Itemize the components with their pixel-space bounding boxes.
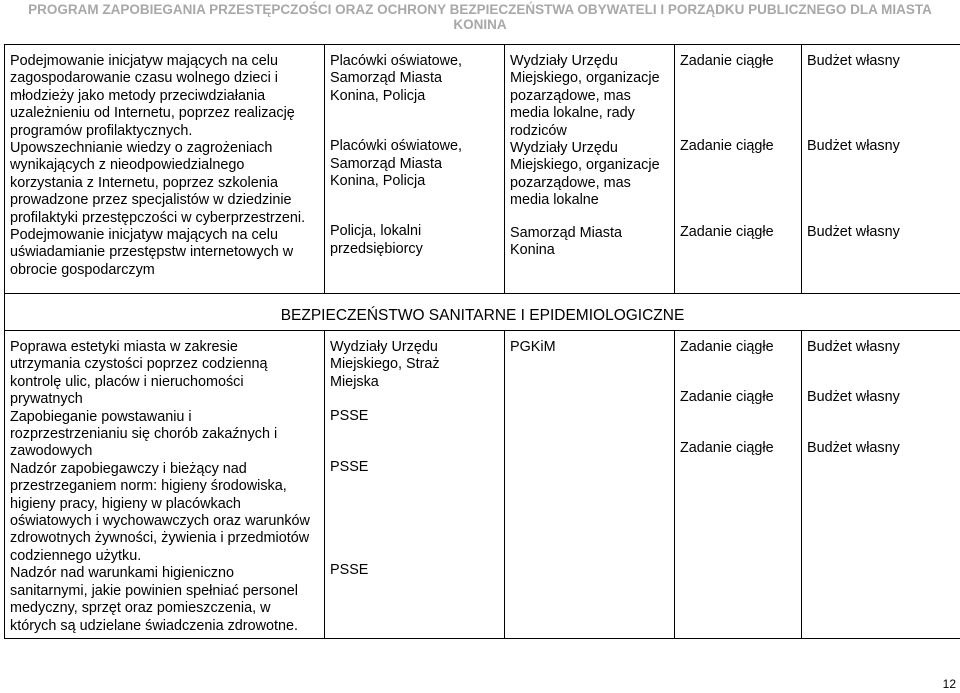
document-header	[0, 0, 960, 32]
partners-cell	[505, 45, 675, 294]
partner-entity: PGKiM	[510, 339, 556, 355]
task-description: Podejmowanie inicjatyw mających na celu zagospodarowanie czasu wolnego dzieci i młodzieży jako metody przeciwdziałania uzależnieniu od Internetu, poprzez realizację programów profilaktycznych.	[10, 53, 295, 139]
timeline-cell	[675, 45, 802, 294]
partners-cell	[505, 331, 675, 639]
task-description: Podejmowanie inicjatyw mających na celu uświadamianie przestępstw internetowych w obrocie gospodarczym	[10, 227, 294, 278]
funding-cell	[802, 331, 960, 639]
timeline-value: Zadanie ciągłe	[680, 339, 774, 355]
task-description: Poprawa estetyki miasta w zakresie utrzymania czystości poprzez codzienną kontrolę ulic, placów i nieruchomości prywatnych	[10, 339, 268, 408]
timeline-value: Zadanie ciągłe	[680, 439, 774, 456]
funding-cell	[802, 45, 960, 294]
responsible-entity: Placówki oświatowe, Samorząd Miasta Konina, Policja	[330, 138, 462, 190]
responsible-entity: PSSE	[330, 408, 369, 425]
responsible-entity: Wydziały Urzędu Miejskiego, Straż Miejska	[330, 339, 440, 390]
task-description-cell	[5, 45, 325, 294]
table-row	[5, 45, 960, 294]
timeline-value: Zadanie ciągłe	[680, 53, 774, 69]
task-description: Nadzór zapobiegawczy i bieżący nad przestrzeganiem norm: higieny środowiska, higieny pracy, higieny w placówkach oświatowych i wychowawczych oraz warunków zdrowotnych żywności, żywienia i przedmiotów codziennego użytku.	[10, 460, 310, 564]
partner-entity: Samorząd Miasta Konina	[510, 224, 622, 259]
responsible-entity: PSSE	[330, 458, 369, 475]
task-description: Zapobieganie powstawaniu i rozprzestrzenianiu się chorób zakaźnych i zawodowych	[10, 408, 278, 460]
timeline-value: Zadanie ciągłe	[680, 389, 774, 406]
section-title: BEZPIECZEŃSTWO SANITARNE I EPIDEMIOLOGICZNE	[5, 294, 960, 331]
header-line-2: KONINA	[453, 17, 507, 32]
timeline-cell	[675, 331, 802, 639]
timeline-value: Zadanie ciągłe	[680, 223, 774, 240]
responsible-cell	[325, 331, 505, 639]
funding-value: Budżet własny	[807, 439, 900, 456]
task-description: Nadzór nad warunkami higieniczno sanitarnymi, jakie powinien spełniać personel medyczny, sprzęt oraz pomieszczenia, w których są udzielane świadczenia zdrowotne.	[10, 565, 298, 634]
funding-value: Budżet własny	[807, 389, 900, 406]
task-description: Upowszechnianie wiedzy o zagrożeniach wynikających z nieodpowiedzialnego korzystania z Internetu, poprzez szkolenia prowadzone przez specjalistów w dziedzinie profilaktyki przestępczości w cyberprzestrzeni.	[10, 140, 306, 226]
table-row	[5, 331, 960, 639]
funding-value: Budżet własny	[807, 53, 900, 69]
task-description-cell	[5, 331, 325, 639]
funding-value: Budżet własny	[807, 138, 900, 155]
responsible-cell	[325, 45, 505, 294]
partner-entity: Wydziały Urzędu Miejskiego, organizacje pozarządowe, mas media lokalne	[510, 140, 660, 209]
header-line-1: PROGRAM ZAPOBIEGANIA PRZESTĘPCZOŚCI ORAZ OCHRONY BEZPIECZEŃSTWA OBYWATELI I PORZĄDKU PUBLICZNEGO DLA MIASTA	[28, 2, 932, 17]
page-number: 12	[942, 677, 956, 691]
funding-value: Budżet własny	[807, 339, 900, 355]
responsible-entity: Placówki oświatowe, Samorząd Miasta Konina, Policja	[330, 53, 462, 104]
section-row	[5, 294, 960, 331]
funding-value: Budżet własny	[807, 223, 900, 240]
timeline-value: Zadanie ciągłe	[680, 138, 774, 155]
responsible-entity: Policja, lokalni przedsiębiorcy	[330, 223, 423, 257]
partner-entity: Wydziały Urzędu Miejskiego, organizacje pozarządowe, mas media lokalne, rady rodziców	[510, 53, 660, 139]
responsible-entity: PSSE	[330, 562, 369, 579]
program-table	[4, 44, 960, 639]
